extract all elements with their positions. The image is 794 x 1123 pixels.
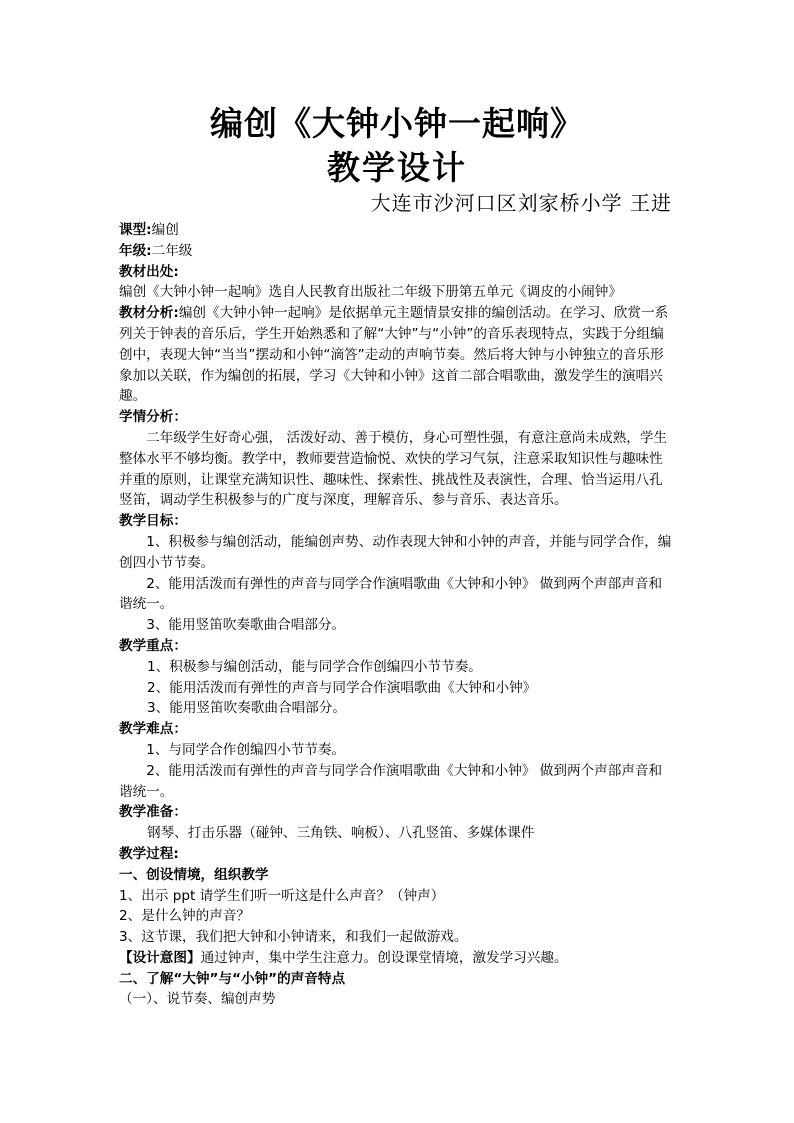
- source-label: 教材出处:: [119, 263, 179, 280]
- process-step: 1、出示 ppt 请学生们听一听这是什么声音？（钟声）: [119, 887, 445, 904]
- design-intent-label: 【设计意图】: [119, 949, 201, 966]
- design-intent-text: 通过钟声，集中学生注意力。创设课堂情境，激发学习兴趣。: [200, 949, 568, 966]
- analysis-paragraph: [119, 303, 675, 407]
- process-subsection: （一）、说节奏、编创声势: [119, 991, 276, 1008]
- key-points-heading: 教学重点：: [119, 637, 187, 654]
- learners-paragraph: 二年级学生好奇心强， 活泼好动、善于模仿，身心可塑性强，有意注意尚未成熟，学生整体水平不够均衡。教学中，教师要营造愉悦、欢快的学习气氛，注意采取知识性与趣味性并重的原则，让课堂充满知识性、趣味性、探索性、挑战性及表演性，合理、恰当运用八孔竖笛，调动学生积极参与的广度与深度，理解音乐、参与音乐、表达音乐。: [119, 429, 668, 509]
- process-section-1-title: 一、创设情境，组织教学: [119, 866, 269, 883]
- learners-heading: 学情分析：: [119, 409, 187, 426]
- author-line: 大连市沙河口区刘家桥小学 王进: [370, 191, 672, 215]
- analysis-label: 教材分析:: [119, 305, 179, 322]
- objective-item: 1、积极参与编创活动，能编创声势、动作表现大钟和小钟的声音，并能与同学合作，编创四小节节奏。: [119, 533, 672, 571]
- analysis-value: 编创《大钟小钟一起响》是依据单元主题情景安排的编创活动。在学习、欣赏一系列关于钟表的音乐后，学生开始熟悉和了解“大钟”与“小钟”的音乐表现特点，实践于分组编创中，表现大钟“当当”摆动和小钟“滴答”走动的声响节奏。然后将大钟与小钟独立的音乐形象加以关联，作为编创的拓展，学习《大钟和小钟》这首二部合唱歌曲，激发学生的演唱兴趣。: [119, 305, 669, 405]
- document-subtitle: 教学设计: [327, 148, 467, 187]
- process-section-2-title: 二、了解“大钟”与“小钟”的声音特点: [119, 970, 346, 987]
- difficulty-item: 2、能用活泼而有弹性的声音与同学合作演唱歌曲《大钟和小钟》 做到两个声部声音和谐统一。: [119, 762, 663, 800]
- course-type-line: [119, 220, 675, 241]
- course-type-value: 编创: [151, 222, 179, 238]
- objective-item: 3、能用竖笛吹奏歌曲合唱部分。: [146, 617, 346, 634]
- source-line: [119, 262, 675, 304]
- grade-line: [119, 241, 675, 262]
- preparation-heading: 教学准备：: [119, 804, 187, 821]
- document-body: [119, 220, 675, 1010]
- objectives-heading: 教学目标：: [119, 513, 187, 530]
- grade-value: 二年级: [151, 242, 193, 259]
- document-title: 编创《大钟小钟一起响》: [210, 104, 584, 143]
- key-point-item: 2、能用活泼而有弹性的声音与同学合作演唱歌曲《大钟和小钟》: [147, 679, 537, 696]
- design-intent-line: [119, 948, 675, 969]
- process-step: 2、是什么钟的声音？: [119, 908, 250, 925]
- course-type-label: 课型:: [119, 222, 152, 238]
- process-step: 3、这节课，我们把大钟和小钟请来，和我们一起做游戏。: [119, 929, 468, 946]
- key-point-item: 3、能用竖笛吹奏歌曲合唱部分。: [147, 700, 346, 717]
- objective-item: 2、能用活泼而有弹性的声音与同学合作演唱歌曲《大钟和小钟》 做到两个声部声音和谐统一。: [119, 575, 663, 613]
- grade-label: 年级:: [119, 242, 152, 259]
- preparation-text: 钢琴、打击乐器（碰钟、三角铁、响板）、八孔竖笛、多媒体课件: [147, 825, 535, 842]
- source-value: 编创《大钟小钟一起响》选自人民教育出版社二年级下册第五单元《调皮的小闹钟》: [119, 284, 622, 301]
- difficulty-item: 1、与同学合作创编四小节节奏。: [146, 741, 346, 758]
- key-point-item: 1、积极参与编创活动，能与同学合作创编四小节节奏。: [147, 658, 482, 675]
- process-heading: 教学过程:: [119, 845, 179, 862]
- difficulties-heading: 教学难点：: [119, 721, 187, 738]
